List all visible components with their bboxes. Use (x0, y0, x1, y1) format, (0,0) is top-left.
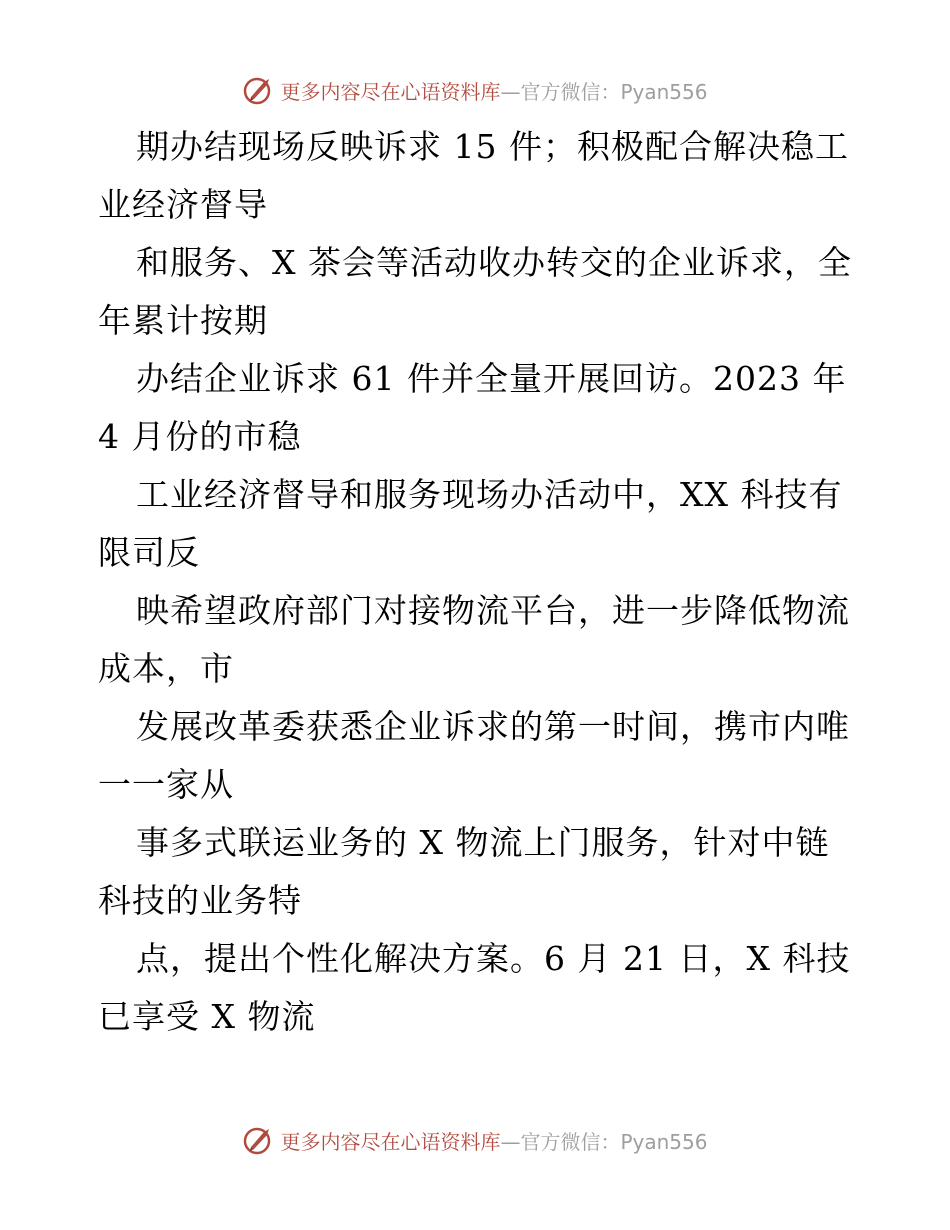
footer-banner-contact: 官方微信：Pyan556 (520, 1129, 708, 1154)
body-line: 年累计按期 (98, 301, 268, 340)
header-banner-main: 更多内容尽在心语资料库 (280, 79, 501, 104)
body-line: 工业经济督导和服务现场办活动中，XX 科技有 (136, 475, 843, 514)
body-line: 成本，市 (98, 649, 234, 688)
header-banner-contact: 官方微信：Pyan556 (520, 79, 708, 104)
header-banner (0, 70, 950, 110)
body-line: 科技的业务特 (98, 881, 302, 920)
body-line: 发展改革委获悉企业诉求的第一时间，携市内唯 (136, 707, 850, 746)
footer-banner-text (280, 1126, 707, 1155)
body-line: 限司反 (98, 533, 200, 572)
body-line: 一一家从 (98, 765, 234, 804)
body-line: 和服务、X 茶会等活动收办转交的企业诉求，全 (136, 243, 852, 282)
body-line: 点，提出个性化解决方案。6 月 21 日，X 科技 (136, 939, 851, 978)
pen-logo-icon (242, 73, 276, 107)
body-line: 业经济督导 (98, 185, 268, 224)
footer-banner (0, 1120, 950, 1160)
body-line: 映希望政府部门对接物流平台，进一步降低物流 (136, 591, 850, 630)
footer-banner-main: 更多内容尽在心语资料库 (280, 1129, 501, 1154)
body-line: 4 月份的市稳 (98, 417, 302, 456)
document-body (98, 118, 858, 1046)
body-line: 期办结现场反映诉求 15 件；积极配合解决稳工 (136, 127, 849, 166)
header-banner-dash: — (500, 79, 521, 104)
header-banner-text (280, 76, 707, 105)
pen-logo-icon (242, 1123, 276, 1157)
body-line: 已享受 X 物流 (98, 997, 316, 1036)
footer-banner-dash: — (500, 1129, 521, 1154)
body-line: 办结企业诉求 61 件并全量开展回访。2023 年 (136, 359, 847, 398)
body-line: 事多式联运业务的 X 物流上门服务，针对中链 (136, 823, 830, 862)
